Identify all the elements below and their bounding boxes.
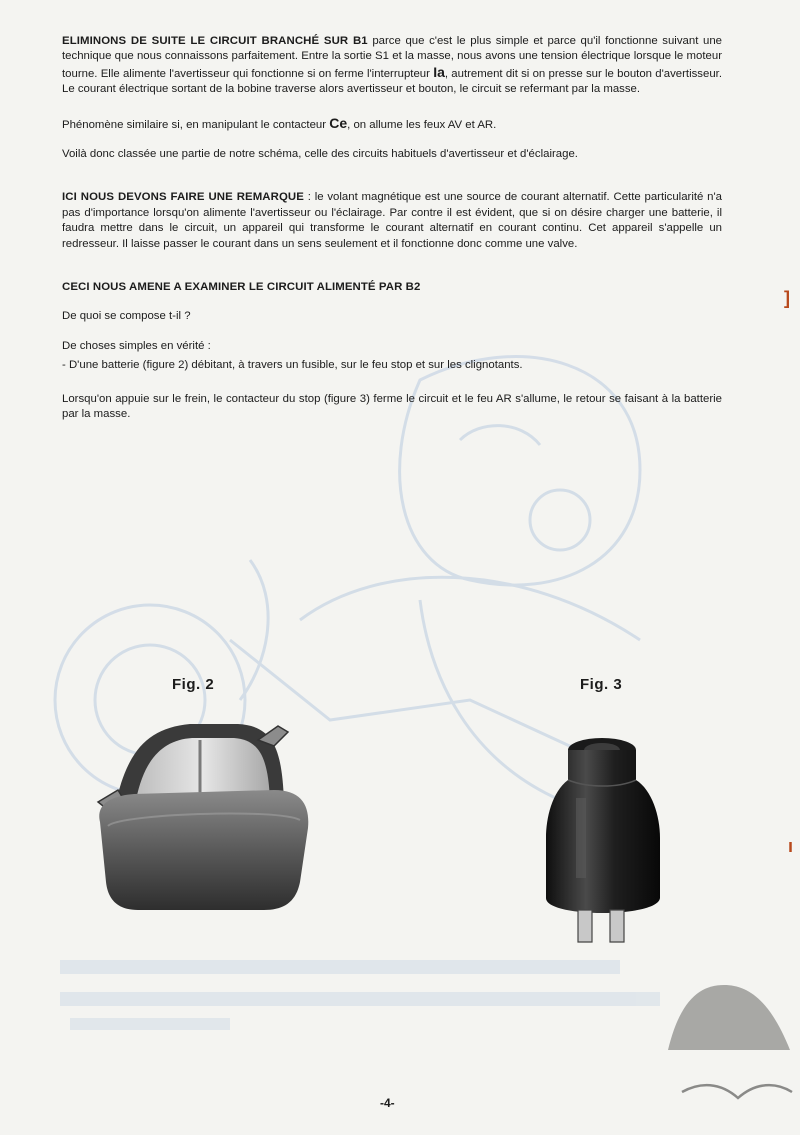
paragraph-text: : le volant magnétique est une source de courant alternatif. Cette particularité n'a pas d'importance lorsqu'on alimente l'avertisseur ou l'éclairage. Par contre il est évident, que si on désire charger une batterie, il faudra mettre dans le circuit, un appareil qui transforme le courant alternatif en courant continu. Cet appareil s'appelle un redresseur. Il laisse passer le courant dans un sens seulement et il fonctionne donc comme une valve. [62,191,722,250]
page-number: -4- [380,1096,395,1110]
interrupteur-ia-symbol: Ia [433,63,445,80]
paragraph-summary: Voilà donc classée une partie de notre schéma, celle des circuits habituels d'avertisseur et d'éclairage. [62,148,578,161]
contacteur-ce-symbol: Ce [329,114,348,131]
paragraph-intro-list: De choses simples en vérité : [62,339,211,352]
paragraph-contacteur [62,116,722,133]
figure-3-caption: Fig. 3 [580,676,623,693]
paragraph-lead-heading: ELIMINONS DE SUITE LE CIRCUIT BRANCHÉ SUR B1 [62,35,368,47]
paragraph-lead-heading: ICI NOUS DEVONS FAIRE UNE REMARQUE [62,191,304,204]
margin-ink-mark: ı [788,836,794,856]
paragraph-text: Phénomène similaire si, en manipulant le contacteur [62,118,330,131]
list-item-batterie: - D'une batterie (figure 2) débitant, à travers un fusible, sur le feu stop et sur les clignotants. [62,359,523,372]
paragraph-question: De quoi se compose t-il ? [62,310,191,323]
paragraph-frein: Lorsqu'on appuie sur le frein, le contacteur du stop (figure 3) ferme le circuit et le feu AR s'allume, le retour se faisant à la batterie par la masse. [62,392,722,421]
figure-2-caption: Fig. 2 [172,676,215,693]
stop-switch-photo [538,728,678,958]
margin-ink-mark: ] [784,288,790,308]
paragraph-text: , autrement dit si on presse sur le bouton d'avertisseur. Le courant électrique sortant de la bobine traverse alors avertisseur et bouton, le circuit se refermant par la masse. [62,67,722,96]
paragraph-text: , on allume les feux AV et AR. [347,118,497,131]
paragraph-circuit-b1 [62,34,722,98]
battery-photo [78,710,318,920]
paragraph-remark [62,190,722,252]
body-text [62,34,722,423]
section-heading-b2: CECI NOUS AMENE A EXAMINER LE CIRCUIT ALIMENTÉ PAR B2 [62,281,421,294]
paragraph-text: parce que c'est le plus simple et parce qu'il fonctionne suivant une technique que nous connaissons parfaitement. Entre la sortie S1 et la masse, nous avons une tension électrique lorsque le moteur tourne. Elle alimente l'avertisseur qui fonctionne si on ferme l'interrupteur [62,35,722,80]
